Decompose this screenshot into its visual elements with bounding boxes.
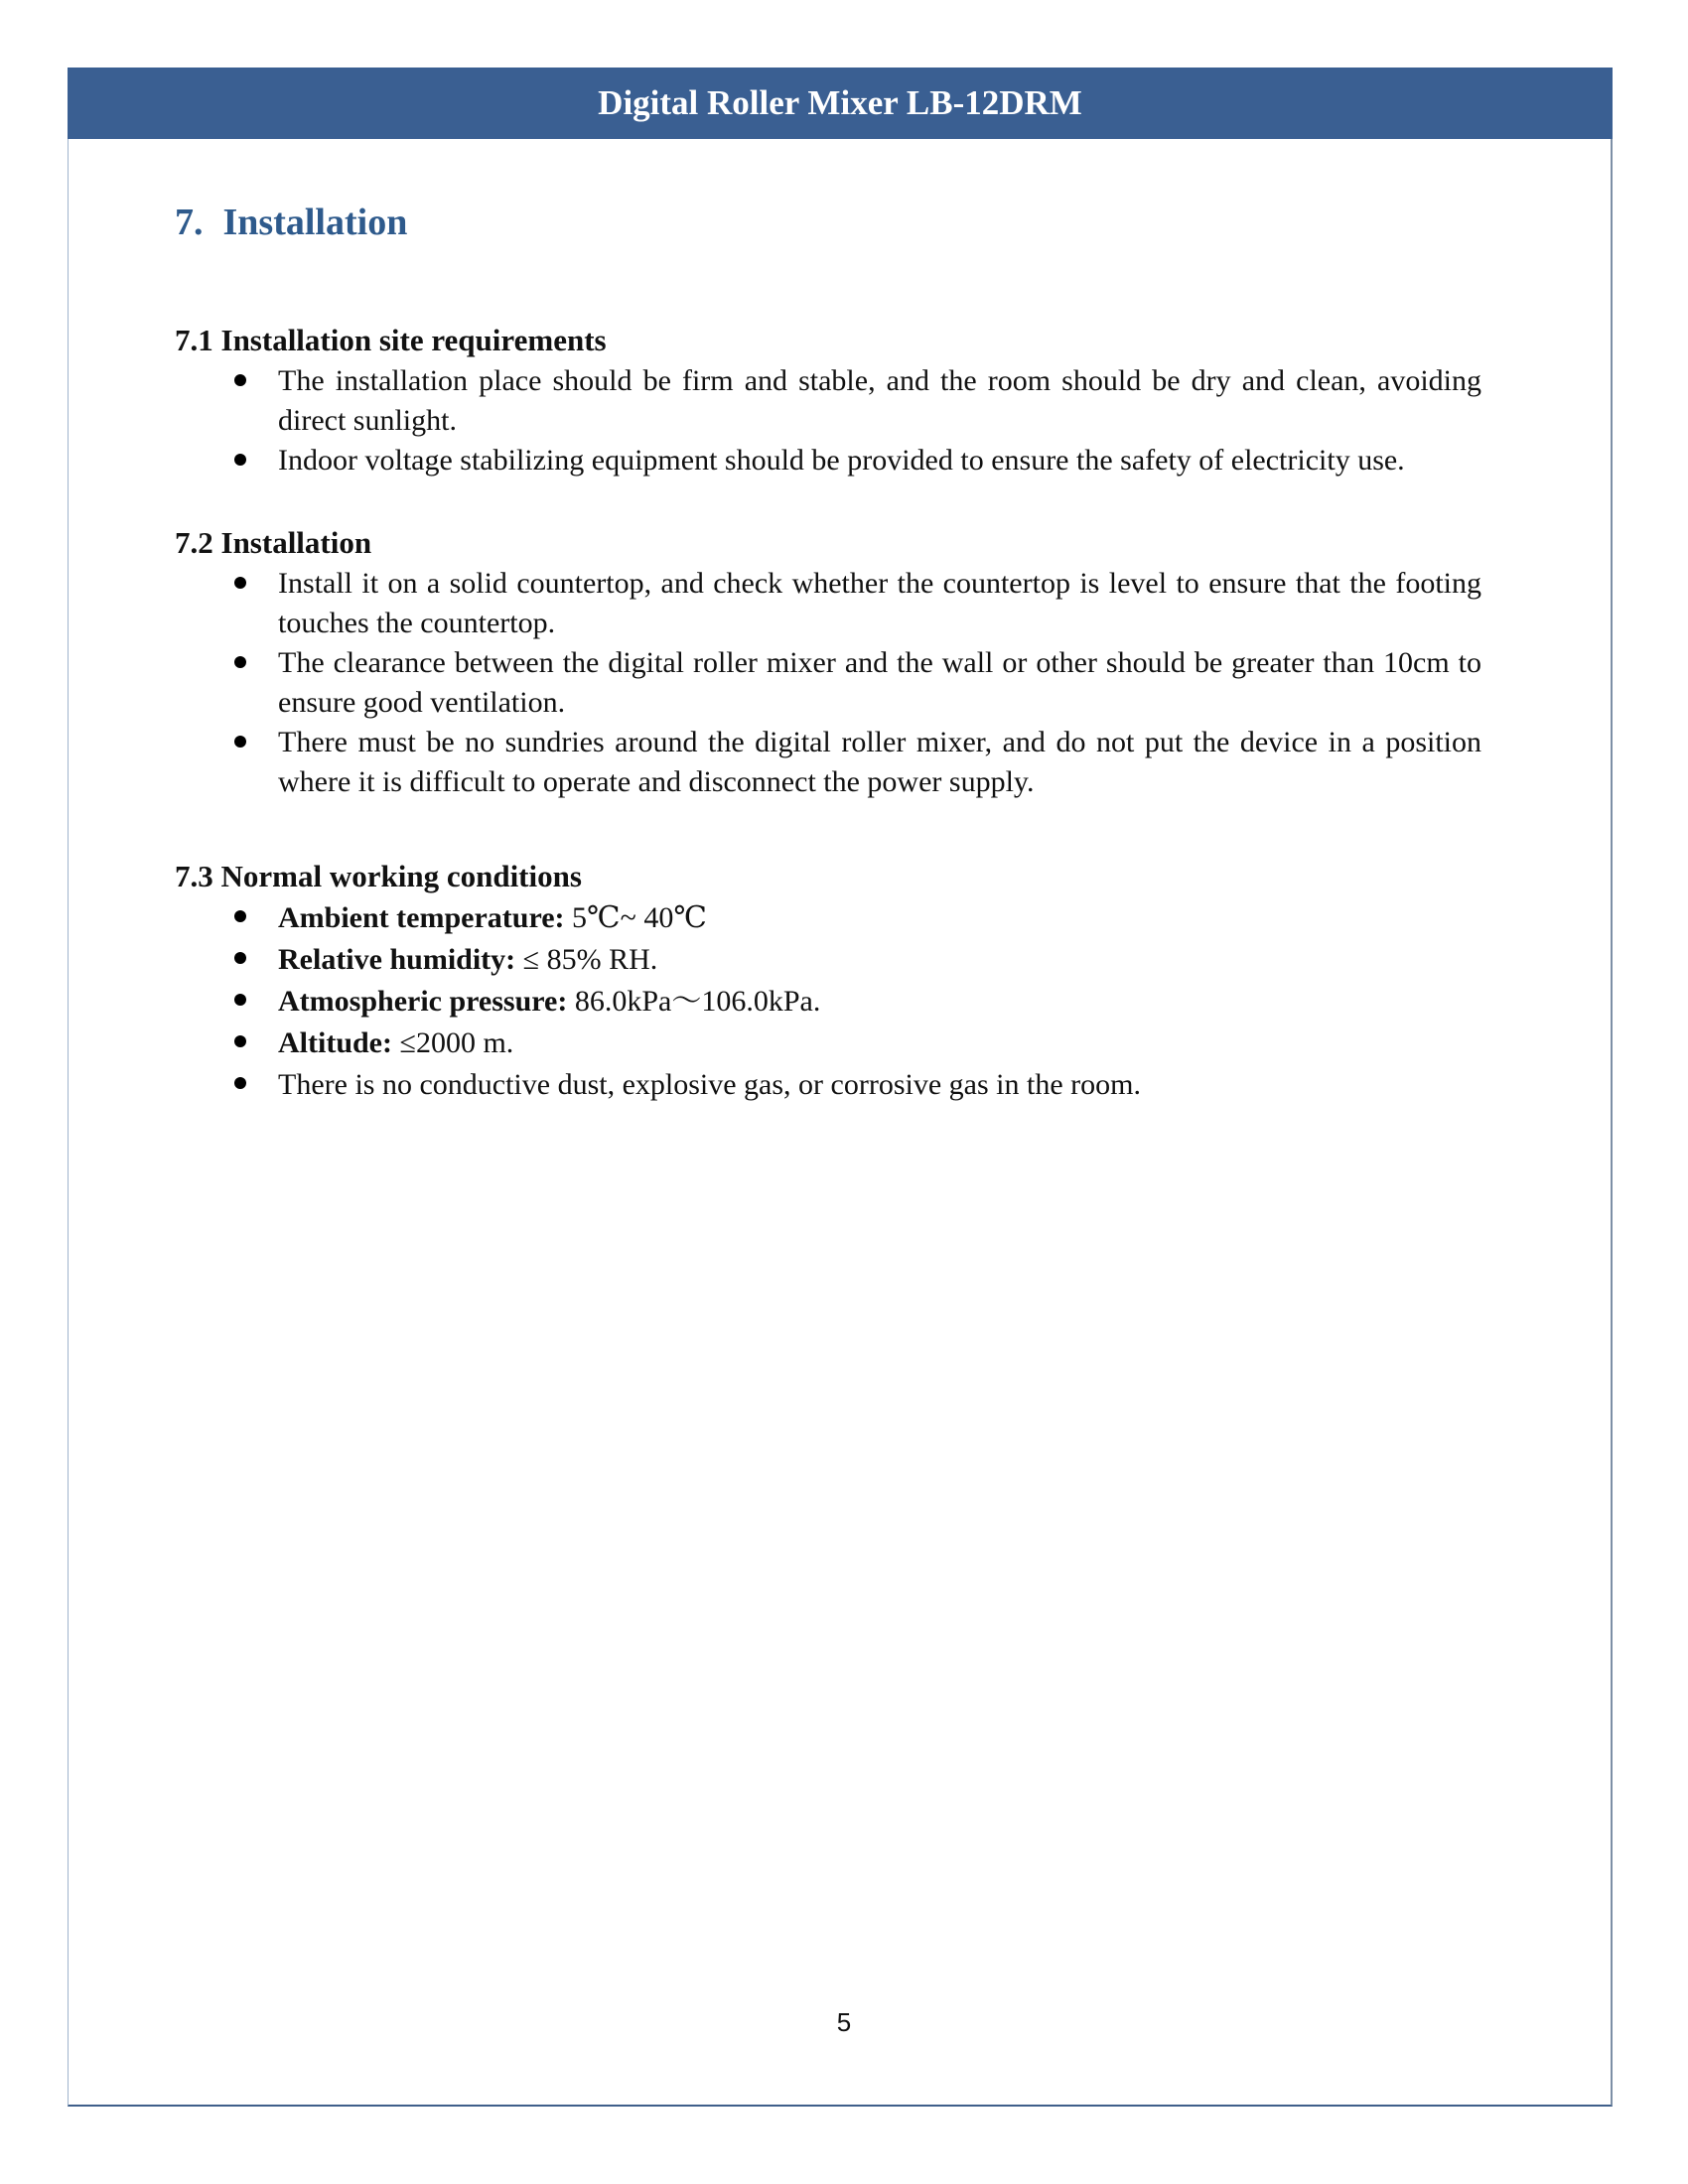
condition-label: Altitude: xyxy=(278,1026,392,1059)
list-item xyxy=(175,441,1481,480)
list-item-text: Indoor voltage stabilizing equipment should be provided to ensure the safety of electricity use. xyxy=(278,444,1405,477)
subsection-installation xyxy=(175,522,1481,802)
bullet-icon xyxy=(234,374,246,386)
bullet-list xyxy=(175,897,1481,1106)
condition-value: 5℃~ 40℃ xyxy=(572,901,707,934)
list-item xyxy=(175,564,1481,643)
condition-value: 86.0kPa～106.0kPa. xyxy=(574,985,821,1018)
page-content xyxy=(175,195,1481,1148)
list-item-text: There must be no sundries around the digital roller mixer, and do not put the device in a position where it is difficult to operate and disconnect the power supply. xyxy=(278,726,1481,798)
subsection-title: 7.3 Normal working conditions xyxy=(175,859,582,893)
bullet-icon xyxy=(234,454,246,466)
subsection-title: 7.1 Installation site requirements xyxy=(175,323,607,357)
condition-label: Atmospheric pressure: xyxy=(278,985,568,1018)
page-number: 5 xyxy=(836,2007,852,2037)
header-title: Digital Roller Mixer LB-12DRM xyxy=(598,83,1082,122)
subsection-working-conditions xyxy=(175,856,1481,1106)
bullet-icon xyxy=(234,1077,246,1089)
list-item xyxy=(175,897,1481,939)
list-item-text: The clearance between the digital roller mixer and the wall or other should be greater than 10cm to ensure good ventilation. xyxy=(278,646,1481,719)
bullet-list xyxy=(175,564,1481,802)
subsection-site-requirements xyxy=(175,320,1481,480)
bullet-icon xyxy=(234,577,246,589)
list-item-text: The installation place should be firm and stable, and the room should be dry and clean, avoiding direct sunlight. xyxy=(278,364,1481,437)
bullet-icon xyxy=(234,656,246,668)
bullet-icon xyxy=(234,994,246,1006)
document-header xyxy=(68,68,1613,139)
subsection-title: 7.2 Installation xyxy=(175,525,372,560)
section-number: 7. xyxy=(175,202,204,243)
section-title xyxy=(175,195,1481,250)
condition-label: Relative humidity: xyxy=(278,943,516,976)
list-item xyxy=(175,939,1481,981)
condition-label: Ambient temperature: xyxy=(278,901,565,934)
list-item xyxy=(175,1064,1481,1106)
bullet-icon xyxy=(234,910,246,922)
bullet-icon xyxy=(234,952,246,964)
bullet-icon xyxy=(234,1035,246,1047)
list-item xyxy=(175,981,1481,1023)
list-item xyxy=(175,1023,1481,1064)
list-item-text: There is no conductive dust, explosive gas, or corrosive gas in the room. xyxy=(278,1068,1141,1101)
bullet-list xyxy=(175,361,1481,480)
list-item-text: Install it on a solid countertop, and check whether the countertop is level to ensure that the footing touches the countertop. xyxy=(278,567,1481,639)
list-item xyxy=(175,361,1481,441)
list-item xyxy=(175,723,1481,802)
section-title-text: Installation xyxy=(222,202,408,243)
condition-value: ≤2000 m. xyxy=(399,1026,514,1059)
list-item xyxy=(175,643,1481,723)
condition-value: ≤ 85% RH. xyxy=(522,943,658,976)
bullet-icon xyxy=(234,736,246,748)
